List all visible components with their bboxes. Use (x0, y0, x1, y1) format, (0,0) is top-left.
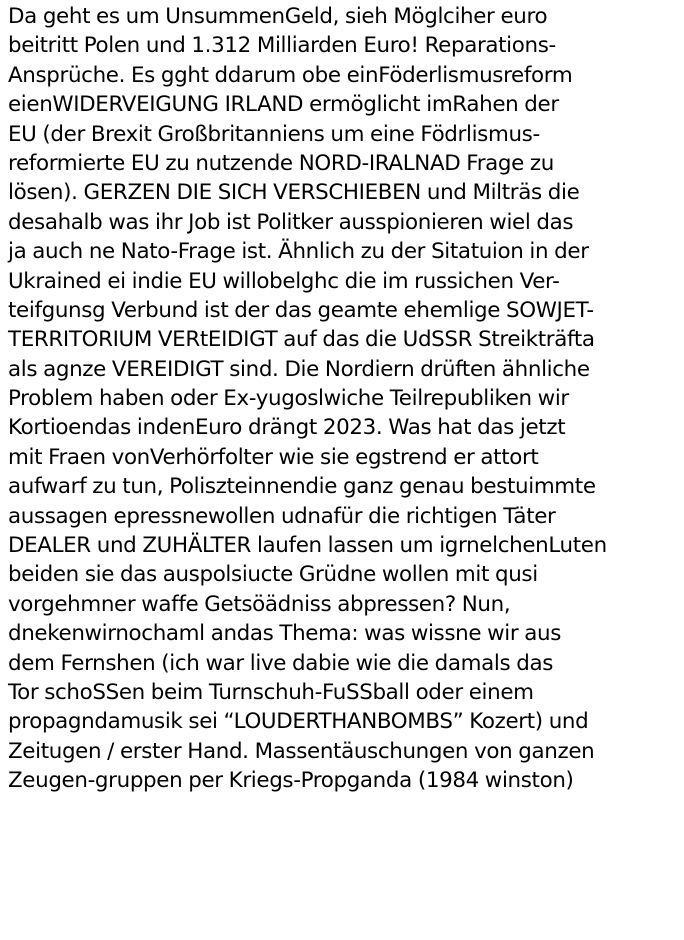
text-line-14: Problem haben oder Ex-yugoslwiche Teilrepubliken wir (8, 386, 569, 412)
text-line-19: DEALER und ZUHÄLTER laufen lassen um igrnelchenLuten (8, 533, 607, 559)
text-line-2: beitritt Polen und 1.312 Milliarden Euro! Reparations- (8, 33, 556, 59)
text-line-27: Zeugen-gruppen per Kriegs-Propganda (1984 winston) (8, 768, 574, 794)
text-line-13: als agnze VEREIDIGT sind. Die Nordiern drüften ähnliche (8, 356, 590, 382)
text-line-16: mit Fraen vonVerhörfolter wie sie egstrend er attort (8, 444, 539, 470)
text-line-18: aussagen epressnewollen udnafür die richtigen Täter (8, 503, 556, 529)
text-line-11: teifgunsg Verbund ist der das geamte ehemlige SOWJET- (8, 297, 594, 323)
body-text (8, 2, 684, 796)
text-line-1: Da geht es um UnsummenGeld, sieh Möglciher euro (8, 4, 548, 29)
text-line-15: Kortioendas indenEuro drängt 2023. Was hat das jetzt (8, 415, 566, 441)
text-line-26: Zeitugen / erster Hand. Massentäuschungen von ganzen (8, 738, 595, 764)
text-line-7: lösen). GERZEN DIE SICH VERSCHIEBEN und Milträs die (8, 180, 580, 206)
text-line-9: ja auch ne Nato-Frage ist. Ähnlich zu der Sitatuion in der (8, 239, 589, 265)
text-line-6: reformierte EU zu nutzende NORD-IRALNAD Frage zu (8, 150, 554, 176)
text-line-3: Ansprüche. Es gght ddarum obe einFöderlismusreform (8, 62, 573, 88)
text-line-20: beiden sie das auspolsiucte Grüdne wollen mit qusi (8, 562, 538, 588)
text-line-4: eienWIDERVEIGUNG IRLAND ermöglicht imRahen der (8, 92, 559, 118)
text-line-24: Tor schoSSen beim Turnschuh-FuSSball oder einem (8, 679, 534, 705)
text-line-12: TERRITORIUM VERtEIDIGT auf das die UdSSR Streikträfta (8, 327, 595, 353)
text-line-10: Ukrained ei indie EU willobelghc die im russichen Ver- (8, 268, 560, 294)
text-line-17: aufwarf zu tun, Poliszteinnendie ganz genau bestuimmte (8, 474, 596, 500)
text-line-21: vorgehmner waffe Getsöädniss abpressen? Nun, (8, 591, 511, 617)
text-line-23: dem Fernshen (ich war live dabie wie die damals das (8, 650, 554, 676)
text-line-25: propagndamusik sei “LOUDERTHANBOMBS” Kozert) und (8, 709, 589, 735)
text-line-8: desahalb was ihr Job ist Politker ausspionieren wiel das (8, 209, 574, 235)
text-line-22: dnekenwirnochaml andas Thema: was wissne wir aus (8, 621, 562, 647)
text-line-5: EU (der Brexit Großbritanniens um eine Födrlismus- (8, 121, 540, 147)
